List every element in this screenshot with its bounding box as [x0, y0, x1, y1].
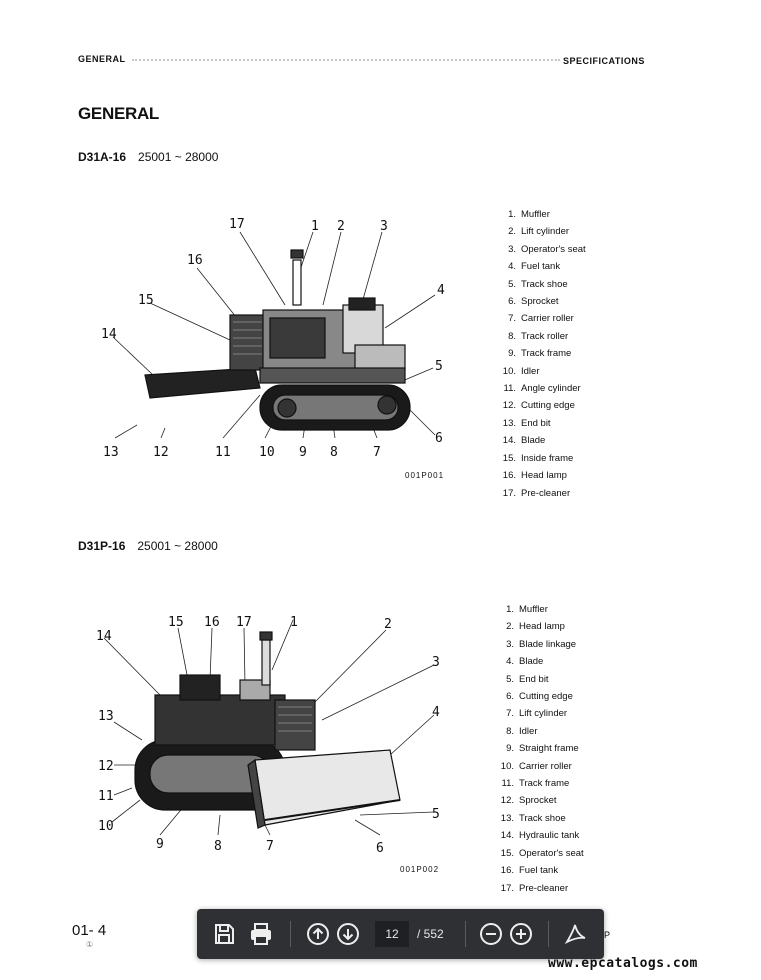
legend-list-d31p	[498, 601, 584, 897]
callout-4: 4	[432, 705, 440, 720]
header-section-right: SPECIFICATIONS	[563, 56, 645, 66]
legend-item: 17. Pre-cleaner	[502, 487, 571, 499]
callout-16: 16	[187, 253, 203, 268]
legend-item: 11. Angle cylinder	[503, 383, 581, 395]
legend-item: 15. Operator's seat	[500, 847, 584, 859]
zoom-out-button[interactable]	[478, 921, 504, 947]
legend-item: 11. Track frame	[501, 778, 570, 790]
callout-2: 2	[337, 219, 345, 234]
legend-item: 5. Track shoe	[508, 278, 568, 290]
zoom-in-button[interactable]	[508, 921, 534, 947]
footer-fragment: P	[604, 930, 611, 940]
legend-item: 14. Hydraulic tank	[500, 830, 580, 842]
bulldozer-illustration	[145, 250, 410, 430]
legend-item: 6. Sprocket	[508, 296, 559, 308]
minus-circle-icon	[478, 921, 504, 947]
callout-10: 10	[98, 819, 114, 834]
arrow-down-circle-icon	[335, 921, 361, 947]
callout-17: 17	[229, 217, 245, 232]
legend-item: 10. Idler	[502, 365, 540, 377]
callout-2: 2	[384, 617, 392, 632]
header-rule	[132, 59, 560, 61]
callout-11: 11	[98, 789, 114, 804]
plus-circle-icon	[508, 921, 534, 947]
callout-1: 1	[311, 219, 319, 234]
legend-item: 16. Fuel tank	[500, 865, 559, 877]
callout-5: 5	[432, 807, 440, 822]
model-name: D31A-16	[78, 150, 127, 164]
print-icon	[248, 921, 274, 947]
callout-13: 13	[98, 709, 114, 724]
callout-9: 9	[156, 837, 164, 852]
callout-7: 7	[266, 839, 274, 854]
callout-8: 8	[330, 445, 338, 460]
legend-item: 3. Operator's seat	[508, 243, 586, 255]
callout-10: 10	[259, 445, 275, 460]
callout-12: 12	[98, 759, 114, 774]
callout-7: 7	[373, 445, 381, 460]
open-in-acrobat-button[interactable]	[563, 921, 589, 947]
legend-item: 2. Head lamp	[506, 621, 565, 633]
legend-item: 10. Carrier roller	[500, 760, 572, 772]
legend-item: 4. Blade	[506, 656, 544, 668]
legend-item: 17. Pre-cleaner	[500, 882, 569, 894]
legend-item: 7. Carrier roller	[508, 313, 574, 325]
legend-item: 13. End bit	[502, 417, 551, 429]
callout-14: 14	[101, 327, 117, 342]
callout-3: 3	[380, 219, 388, 234]
toolbar-separator	[548, 921, 549, 947]
pdf-viewer-toolbar	[197, 909, 604, 959]
callout-15: 15	[168, 615, 184, 630]
legend-item: 8. Idler	[506, 725, 538, 737]
page-number-input[interactable]: 12	[375, 921, 409, 947]
model-heading-d31p	[78, 539, 218, 553]
callout-12: 12	[153, 445, 169, 460]
callout-3: 3	[432, 655, 440, 670]
legend-list-d31a	[500, 206, 586, 502]
header-section-left: GENERAL	[78, 54, 126, 64]
bulldozer-illustration	[135, 632, 400, 828]
callout-17: 17	[236, 615, 252, 630]
legend-item: 15. Inside frame	[502, 452, 574, 464]
legend-item: 3. Blade linkage	[506, 638, 577, 650]
callout-6: 6	[435, 431, 443, 446]
page-number: 01- 4	[72, 922, 107, 939]
watermark-text: www.epcatalogs.com	[548, 956, 698, 971]
callout-15: 15	[138, 293, 154, 308]
callout-14: 14	[96, 629, 112, 644]
legend-item: 12. Cutting edge	[502, 400, 575, 412]
page-title: GENERAL	[78, 104, 160, 123]
callout-11: 11	[215, 445, 231, 460]
callout-16: 16	[204, 615, 220, 630]
page-revision-mark: ①	[86, 940, 94, 949]
callout-13: 13	[103, 445, 119, 460]
serial-range: 25001 ~ 28000	[137, 539, 218, 553]
toolbar-separator	[465, 921, 466, 947]
legend-item: 6. Cutting edge	[506, 691, 573, 703]
legend-item: 14. Blade	[502, 435, 546, 447]
legend-item: 16. Head lamp	[502, 470, 567, 482]
legend-item: 1. Muffler	[508, 209, 550, 220]
model-heading-d31a	[78, 150, 218, 164]
legend-item: 9. Track frame	[508, 348, 572, 360]
bulldozer-figure-d31p	[90, 610, 450, 860]
toolbar-separator	[290, 921, 291, 947]
page-count: / 552	[417, 927, 444, 941]
legend-item: 4. Fuel tank	[508, 261, 561, 273]
callout-5: 5	[435, 359, 443, 374]
figure-code: 001P001	[405, 471, 445, 480]
previous-page-button[interactable]	[305, 921, 331, 947]
callout-4: 4	[437, 283, 445, 298]
next-page-button[interactable]	[335, 921, 361, 947]
legend-item: 13. Track shoe	[500, 812, 566, 824]
bulldozer-figure-d31a	[95, 210, 455, 480]
callout-8: 8	[214, 839, 222, 854]
callout-6: 6	[376, 841, 384, 856]
model-name: D31P-16	[78, 539, 126, 553]
acrobat-icon	[563, 921, 589, 947]
serial-range: 25001 ~ 28000	[138, 150, 219, 164]
print-button[interactable]	[248, 921, 274, 947]
legend-item: 12. Sprocket	[500, 795, 557, 807]
legend-item: 8. Track roller	[508, 330, 569, 342]
legend-item: 9. Straight frame	[506, 743, 579, 755]
figure-code: 001P002	[400, 865, 440, 874]
save-icon	[211, 921, 237, 947]
legend-item: 2. Lift cylinder	[508, 226, 570, 238]
legend-item: 7. Lift cylinder	[506, 708, 568, 720]
arrow-up-circle-icon	[305, 921, 331, 947]
callout-9: 9	[299, 445, 307, 460]
legend-item: 5. End bit	[506, 673, 549, 685]
save-button[interactable]	[211, 921, 237, 947]
callout-1: 1	[290, 615, 298, 630]
legend-item: 1. Muffler	[506, 604, 548, 615]
